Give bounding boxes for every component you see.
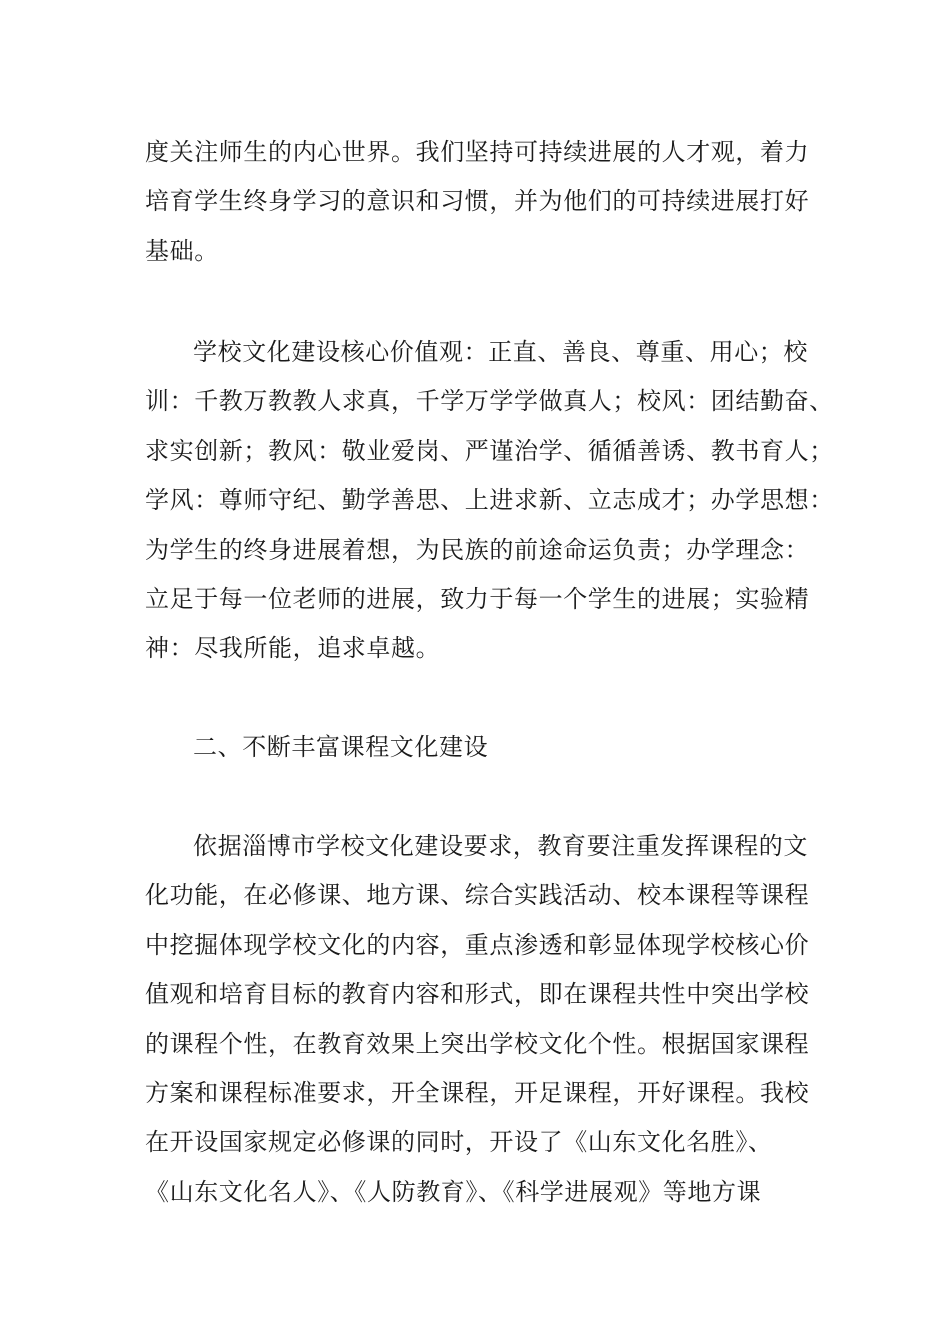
text-line: 立足于每一位老师的进展，致力于每一个学生的进展；实验精 [145, 584, 810, 613]
text-line: 化功能，在必修课、地方课、综合实践活动、校本课程等课程 [145, 881, 810, 910]
text-line: 值观和培育目标的教育内容和形式，即在课程共性中突出学校 [145, 980, 810, 1009]
text-line: 依据淄博市学校文化建设要求，教育要注重发挥课程的文 [193, 832, 808, 860]
section-heading [145, 723, 825, 772]
text-line: 中挖掘体现学校文化的内容，重点渗透和彰显体现学校核心价 [145, 930, 810, 959]
text-line: 方案和课程标准要求，开全课程，开足课程，开好课程。我校 [145, 1078, 810, 1107]
text-line: 在开设国家规定必修课的同时，开设了《山东文化名胜》、 [145, 1128, 773, 1157]
text-line: 《山东文化名人》、《人防教育》、《科学进展观》等地方课 [145, 1177, 762, 1206]
text-line: 学风：尊师守纪、勤学善思、上进求新、立志成才；办学思想： [145, 486, 834, 515]
text-line: 神：尽我所能，追求卓越。 [145, 634, 441, 663]
text-line: 为学生的终身进展着想，为民族的前途命运负责；办学理念： [145, 535, 810, 564]
paragraph-curriculum [145, 822, 825, 1217]
text-line: 训：千教万教教人求真，千学万学学做真人；校风：团结勤奋、 [145, 387, 834, 416]
heading-line: 二、不断丰富课程文化建设 [193, 733, 489, 761]
paragraph-core-values [145, 328, 834, 674]
text-line: 基础。 [145, 236, 219, 265]
text-line: 的课程个性，在教育效果上突出学校文化个性。根据国家课程 [145, 1029, 810, 1058]
text-line: 学校文化建设核心价值观：正直、善良、尊重、用心；校 [193, 338, 808, 366]
paragraph-continuation [145, 128, 825, 276]
text-line: 培育学生终身学习的意识和习惯，并为他们的可持续进展打好 [145, 187, 810, 216]
text-line: 求实创新；教风：敬业爱岗、严谨治学、循循善诱、教书育人； [145, 436, 834, 465]
text-line: 度关注师生的内心世界。我们坚持可持续进展的人才观，着力 [145, 138, 810, 166]
